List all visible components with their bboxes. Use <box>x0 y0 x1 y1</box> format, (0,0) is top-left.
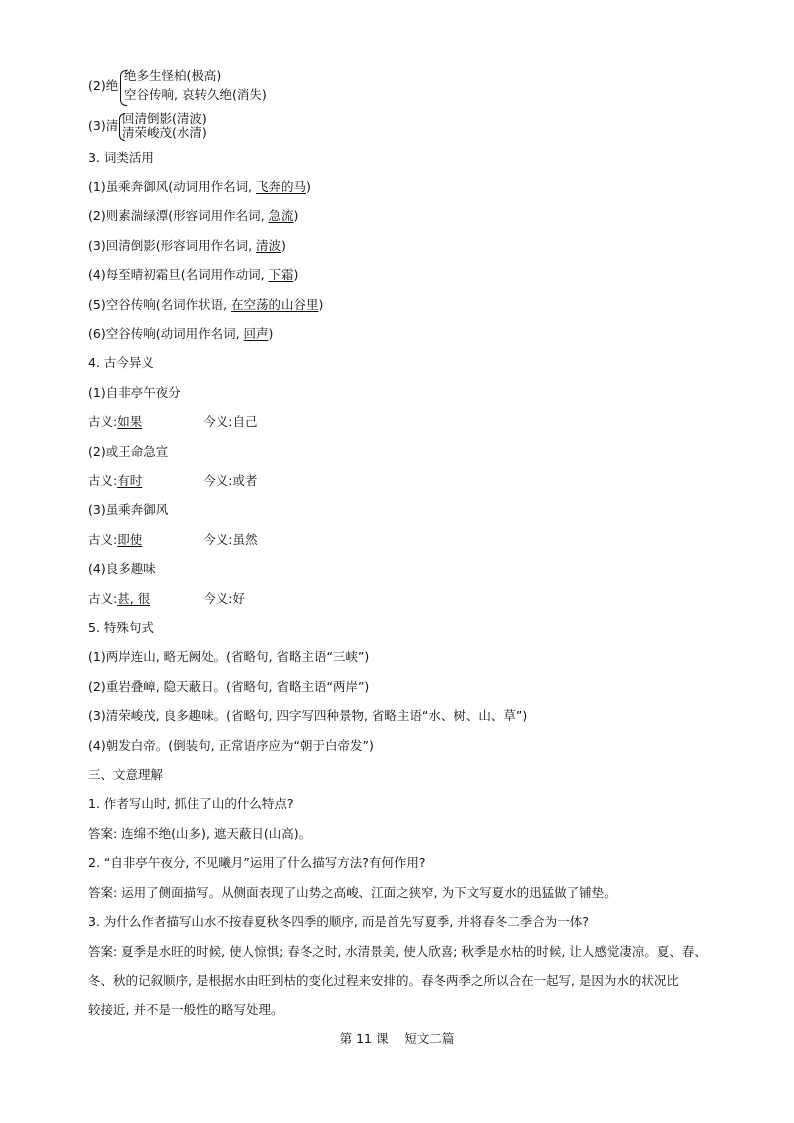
answer-1: 答案: 连绵不绝(山多), 遮天蔽日(山高)。 <box>88 826 312 841</box>
gujin-sentence-4: (4)良多趣味 <box>88 561 156 576</box>
cilei-item-text: (2)则素湍绿潭(形容词用作名词, <box>88 208 269 223</box>
cilei-item-underline: 回声 <box>243 326 269 341</box>
cilei-item-text: (3)回清倒影(形容词用作名词, <box>88 238 257 253</box>
jue-label: (2)绝 <box>88 78 119 93</box>
cilei-item-text: (4)每至晴初霜旦(名词用作动词, <box>88 267 269 282</box>
cilei-title: 3. 词类活用 <box>88 150 154 165</box>
gu-value: 甚, 很 <box>117 591 151 606</box>
gu-label: 古义: <box>88 473 118 488</box>
page-footer: 第 11 课 短文二篇 <box>339 1031 455 1046</box>
jin-value: 虽然 <box>232 532 258 547</box>
cilei-item-underline: 下霜 <box>268 267 294 282</box>
answer-3-line-1: 答案: 夏季是水旺的时候, 使人惊惧; 春冬之时, 水清景美, 使人欣喜; 秋季是水枯的时候, 让人感觉凄凉。夏、春、 <box>88 944 707 959</box>
cilei-item-close: ) <box>293 267 299 282</box>
cilei-item-close: ) <box>268 326 274 341</box>
cilei-item-4 <box>88 267 298 283</box>
gujin-meaning-3 <box>88 532 257 548</box>
cilei-item-close: ) <box>281 238 286 253</box>
cilei-item-close: ) <box>318 297 324 312</box>
gujin-sentence-1: (1)自非亭午夜分 <box>88 385 181 400</box>
jin-label: 今义: <box>203 414 233 429</box>
gujin-meaning-1 <box>88 414 257 430</box>
cilei-item-5 <box>88 297 323 313</box>
gujin-sentence-2: (2)或王命急宣 <box>88 444 169 459</box>
question-2: 2. “自非亭午夜分, 不见曦月”运用了什么描写方法?有何作用? <box>88 855 426 870</box>
wenyi-title: 三、文意理解 <box>88 767 164 782</box>
cilei-item-2 <box>88 208 298 224</box>
gu-value: 如果 <box>117 414 143 429</box>
jue-line-1: 绝多生怪柏(极高) <box>124 68 222 83</box>
teshu-item-4: (4)朝发白帝。(倒装句, 正常语序应为“朝于白帝发”) <box>88 738 374 753</box>
jin-label: 今义: <box>203 532 233 547</box>
jin-value: 自己 <box>232 414 258 429</box>
qing-line-2: 清荣峻茂(水清) <box>122 125 207 140</box>
cilei-item-close: ) <box>293 208 299 223</box>
question-3: 3. 为什么作者描写山水不按春夏秋冬四季的顺序, 而是首先写夏季, 并将春冬二季合为一体? <box>88 914 589 929</box>
question-1: 1. 作者写山时, 抓住了山的什么特点? <box>88 796 294 811</box>
cilei-item-text: (6)空谷传响(动词用作名词, <box>88 326 244 341</box>
qing-label: (3)清 <box>88 118 119 133</box>
cilei-item-text: (1)虽乘奔御风(动词用作名词, <box>88 179 257 194</box>
jue-line-2: 空谷传响, 哀转久绝(消失) <box>124 87 267 102</box>
gujin-sentence-3: (3)虽乘奔御风 <box>88 502 169 517</box>
answer-3-line-3: 较接近, 并不是一般性的略写处理。 <box>88 1002 284 1017</box>
gujin-title: 4. 古今异义 <box>88 355 154 370</box>
gu-value: 有时 <box>117 473 143 488</box>
teshu-item-1: (1)两岸连山, 略无阙处。(省略句, 省略主语“三峡”) <box>88 649 370 664</box>
qing-line-1: 回清倒影(清波) <box>122 111 207 126</box>
cilei-item-underline: 在空荡的山谷里 <box>231 297 319 312</box>
cilei-item-6 <box>88 326 273 342</box>
gu-label: 古义: <box>88 532 118 547</box>
teshu-item-2: (2)重岩叠嶂, 隐天蔽日。(省略句, 省略主语“两岸”) <box>88 679 370 694</box>
answer-2: 答案: 运用了侧面描写。从侧面表现了山势之高峻、江面之狭窄, 为下文写夏水的迅猛做了铺垫。 <box>88 885 617 900</box>
jin-label: 今义: <box>203 591 233 606</box>
cilei-item-1 <box>88 179 311 195</box>
cilei-item-text: (5)空谷传响(名词作状语, <box>88 297 232 312</box>
cilei-item-3 <box>88 238 286 254</box>
gu-label: 古义: <box>88 591 118 606</box>
teshu-item-3: (3)清荣峻茂, 良多趣味。(省略句, 四字写四种景物, 省略主语“水、树、山、草”) <box>88 708 528 723</box>
jin-label: 今义: <box>203 473 233 488</box>
cilei-item-underline: 急流 <box>268 208 294 223</box>
cilei-item-underline: 飞奔的马 <box>256 179 307 194</box>
gu-label: 古义: <box>88 414 118 429</box>
answer-3-line-2: 冬、秋的记叙顺序, 是根据水由旺到枯的变化过程来安排的。春冬两季之所以合在一起写, 是因为水的状况比 <box>88 973 679 988</box>
cilei-item-underline: 清波 <box>256 238 282 253</box>
teshu-title: 5. 特殊句式 <box>88 620 154 635</box>
jin-value: 好 <box>232 591 245 606</box>
gujin-meaning-2 <box>88 473 257 489</box>
jin-value: 或者 <box>232 473 258 488</box>
gujin-meaning-4 <box>88 591 245 607</box>
cilei-item-close: ) <box>306 179 311 194</box>
gu-value: 即使 <box>117 532 143 547</box>
